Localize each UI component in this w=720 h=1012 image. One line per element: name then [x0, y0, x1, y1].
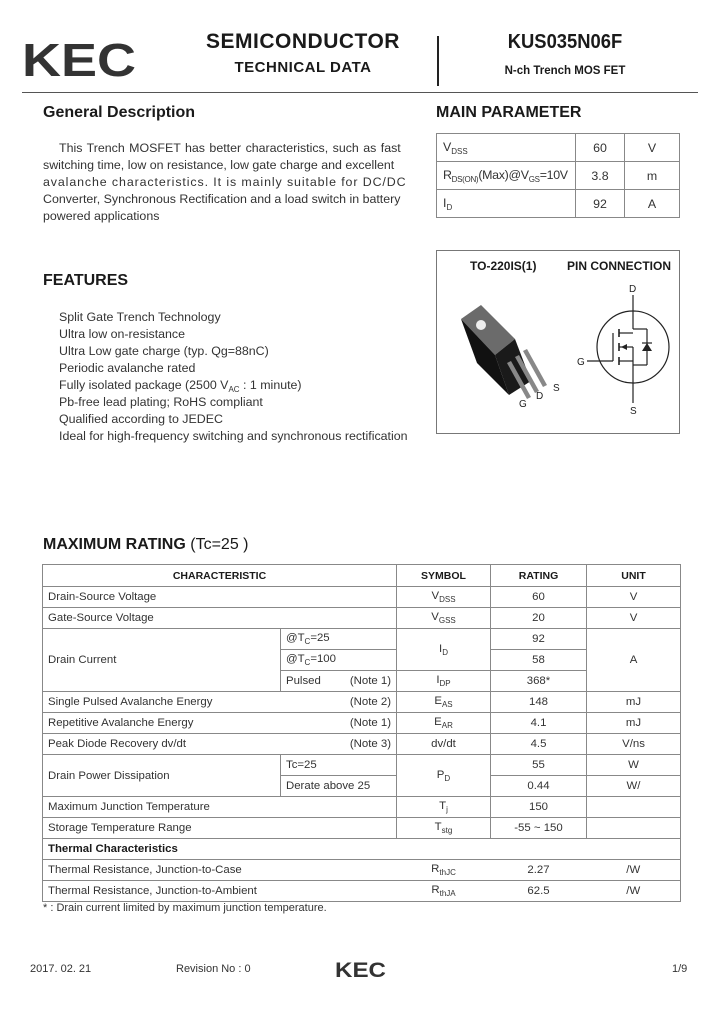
pin-connection-heading: PIN CONNECTION: [567, 259, 672, 273]
cell-symbol: $R_{thJC}$: [397, 860, 491, 881]
cell-unit: V/ns: [587, 734, 681, 755]
cell-symbol: $I_D$: [397, 629, 491, 671]
cell-char: Drain Current: [43, 629, 281, 692]
cell-rating: 0.44: [491, 776, 587, 797]
col-symbol: SYMBOL: [397, 565, 491, 587]
main-parameter-heading: MAIN PARAMETER: [436, 104, 582, 121]
cell-condition: Pulsed (Note 1): [281, 671, 397, 692]
col-rating: RATING: [491, 565, 587, 587]
cell-symbol: $E_{AS}$: [397, 692, 491, 713]
cell-rating: 55: [491, 755, 587, 776]
param-value: 3.8: [576, 162, 625, 190]
cell-char: Thermal Resistance, Junction-to-Case: [43, 860, 397, 881]
cell-char: Gate-Source Voltage: [43, 608, 397, 629]
col-unit: UNIT: [587, 565, 681, 587]
cell-rating: -55 ~ 150: [491, 818, 587, 839]
kec-footer-logo: [335, 959, 387, 979]
cell-char: Repetitive Avalanche Energy (Note 1): [43, 713, 397, 734]
footer-date: 2017. 02. 21: [30, 963, 92, 975]
param-symbol: $R_{DS(ON)}(Max)@V_{GS}=10V$: [437, 162, 576, 190]
cell-symbol: $I_{DP}$: [397, 671, 491, 692]
max-rating-heading: MAXIMUM RATING (Tc=25 ): [43, 536, 249, 553]
description-line: Converter, Synchronous Rectification and a load switch in battery: [43, 192, 401, 206]
cell-rating: 4.1: [491, 713, 587, 734]
cell-char: Drain-Source Voltage: [43, 587, 397, 608]
param-symbol: $I_D$: [437, 190, 576, 218]
list-item: Pb-free lead plating; RoHS compliant: [59, 395, 263, 409]
cell-unit: [587, 797, 681, 818]
cell-rating: 20: [491, 608, 587, 629]
cell-char: Thermal Resistance, Junction-to-Ambient: [43, 881, 397, 902]
cell-rating: 368*: [491, 671, 587, 692]
general-description-text: [43, 140, 407, 225]
footer-page: 1/9: [672, 963, 688, 975]
pkg-pin-g: G: [519, 399, 527, 409]
cell-rating: 62.5: [491, 881, 587, 902]
cell-symbol: $T_{stg}$: [397, 818, 491, 839]
to220-package-drawing: [447, 291, 567, 409]
param-value: 92: [576, 190, 625, 218]
table-row: [43, 629, 681, 650]
param-unit: V: [625, 134, 680, 162]
table-header-row: [43, 565, 681, 587]
param-symbol: $V_{DSS}$: [437, 134, 576, 162]
table-row: [437, 190, 680, 218]
table-row: [43, 797, 681, 818]
table-row: [43, 818, 681, 839]
cell-char: Single Pulsed Avalanche Energy (Note 2): [43, 692, 397, 713]
cell-condition: Derate above 25: [281, 776, 397, 797]
cell-rating: 58: [491, 650, 587, 671]
pkg-pin-d: D: [536, 391, 544, 402]
description-line: switching time, low on resistance, low gate charge and excellent: [43, 158, 395, 172]
table-row: [43, 860, 681, 881]
cell-rating: 60: [491, 587, 587, 608]
cell-char: Drain Power Dissipation: [43, 755, 281, 797]
col-characteristic: CHARACTERISTIC: [43, 565, 397, 587]
table-row: [43, 692, 681, 713]
table-row: [43, 881, 681, 902]
cell-symbol: $R_{thJA}$: [397, 881, 491, 902]
table-row: [43, 755, 681, 776]
table-row: [437, 162, 680, 190]
list-item: Ultra Low gate charge (typ. Qg=88nC): [59, 344, 269, 358]
cell-rating: 4.5: [491, 734, 587, 755]
cell-unit: /W: [587, 860, 681, 881]
cell-char: Storage Temperature Range: [43, 818, 397, 839]
cell-char: Peak Diode Recovery dv/dt (Note 3): [43, 734, 397, 755]
cell-condition: Tc=25: [281, 755, 397, 776]
param-value: 60: [576, 134, 625, 162]
kec-logo: [22, 38, 138, 82]
part-number: KUS035N06F: [507, 31, 623, 53]
table-row: [43, 734, 681, 755]
general-description-heading: General Description: [43, 104, 196, 121]
symbol-source-label: S: [630, 406, 637, 415]
description-line: This Trench MOSFET has better characteristics, such as fast: [59, 141, 401, 155]
cell-unit: A: [587, 629, 681, 692]
description-line: avalanche characteristics. It is mainly suitable for DC/DC: [43, 175, 407, 189]
max-rating-table: [42, 564, 681, 902]
list-item: Ultra low on-resistance: [59, 327, 186, 341]
table-row: [437, 134, 680, 162]
header-divider: [437, 36, 439, 86]
cell-unit: W: [587, 755, 681, 776]
cell-unit: mJ: [587, 692, 681, 713]
footnote: * : Drain current limited by maximum junction temperature.: [43, 902, 327, 914]
symbol-drain-label: D: [629, 285, 637, 295]
cell-unit: V: [587, 608, 681, 629]
cell-condition: $@T_C=25$: [281, 629, 397, 650]
cell-condition: $@T_C=100$: [281, 650, 397, 671]
table-row: [43, 713, 681, 734]
header-title: SEMICONDUCTOR: [206, 30, 400, 53]
list-item: Split Gate Trench Technology: [59, 310, 221, 324]
table-row: [43, 839, 681, 860]
cell-unit: mJ: [587, 713, 681, 734]
header-subtitle: TECHNICAL DATA: [234, 59, 372, 76]
cell-char: Maximum Junction Temperature: [43, 797, 397, 818]
cell-unit: W/: [587, 776, 681, 797]
cell-unit: [587, 818, 681, 839]
kec-footer-logo-text: KEC: [335, 959, 386, 979]
package-box: [436, 250, 680, 434]
cell-unit: /W: [587, 881, 681, 902]
list-item: Qualified according to JEDEC: [59, 412, 223, 426]
table-row: [43, 587, 681, 608]
list-item: Periodic avalanche rated: [59, 361, 196, 375]
list-item: Ideal for high-frequency switching and synchronous rectification: [59, 429, 408, 443]
param-unit: A: [625, 190, 680, 218]
part-type: N-ch Trench MOS FET: [504, 65, 626, 77]
table-row: [43, 608, 681, 629]
footer-revision: Revision No : 0: [176, 963, 251, 975]
cell-rating: 2.27: [491, 860, 587, 881]
param-unit: m: [625, 162, 680, 190]
symbol-gate-label: G: [577, 357, 585, 368]
pkg-pin-s: S: [553, 383, 560, 394]
cell-rating: 92: [491, 629, 587, 650]
list-item: Fully isolated package (2500 $V_{AC}$ : 1 minute): [59, 378, 302, 394]
cell-symbol: $E_{AR}$: [397, 713, 491, 734]
cell-symbol: $V_{GSS}$: [397, 608, 491, 629]
description-line: powered applications: [43, 209, 160, 223]
header-rule: [22, 92, 698, 93]
cell-symbol: $T_j$: [397, 797, 491, 818]
package-name: TO-220IS(1): [470, 259, 537, 273]
mosfet-symbol: [573, 285, 673, 415]
features-heading: FEATURES: [43, 272, 129, 289]
cell-unit: V: [587, 587, 681, 608]
thermal-heading: Thermal Characteristics: [43, 839, 681, 860]
cell-rating: 150: [491, 797, 587, 818]
cell-symbol: $P_D$: [397, 755, 491, 797]
kec-logo-text: KEC: [22, 38, 136, 82]
main-parameter-table: [436, 133, 680, 218]
features-list: [59, 309, 439, 445]
cell-rating: 148: [491, 692, 587, 713]
cell-symbol: dv/dt: [397, 734, 491, 755]
cell-symbol: $V_{DSS}$: [397, 587, 491, 608]
